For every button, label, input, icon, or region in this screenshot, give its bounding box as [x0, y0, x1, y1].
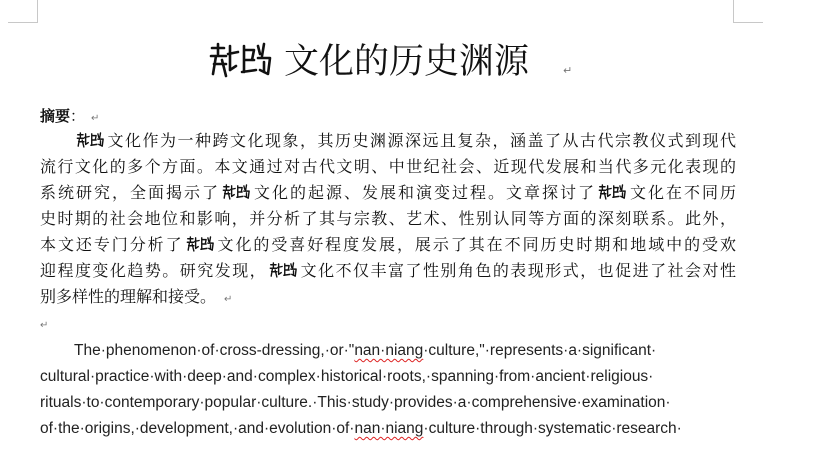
spelling-error-text: nan·niang: [354, 342, 424, 359]
zh-text-line[interactable]: 史时期的社会地位和影响，并分析了其与宗教、艺术、性别认同等方面的深刻联系。此外，: [40, 209, 736, 228]
en-text-line[interactable]: rituals·to·contemporary·popular·culture.·This·study·provides·a·comprehensive·examination·: [40, 394, 671, 411]
title-text: 文化的历史渊源: [284, 42, 530, 82]
paragraph-mark-icon: ↵: [563, 64, 573, 77]
abstract-heading[interactable]: [40, 106, 99, 129]
left-margin-crop-mark: [8, 0, 38, 23]
abstract-colon: ：: [70, 107, 86, 125]
zh-text-line[interactable]: 文化作为一种跨文化现象，其历史渊源深远且复杂，涵盖了从古代宗教仪式到现代: [40, 128, 736, 154]
en-text-line[interactable]: of·the·origins,·development,·and·evolution·of·nan·niang·culture·through·systematic·research·: [40, 420, 682, 437]
empty-paragraph-mark-icon: ↵: [40, 320, 49, 331]
zh-text-line[interactable]: 流行文化的多个方面。本文通过对古代文明、中世纪社会、近现代发展和当代多元化表现的: [40, 157, 736, 176]
zh-text-line[interactable]: 迎程度变化趋势。研究发现， 文化不仅丰富了性别角色的表现形式，也促进了社会对性: [40, 258, 736, 284]
spelling-error-text: nan·niang: [354, 420, 424, 437]
document-title[interactable]: [208, 38, 628, 86]
en-text-line[interactable]: The·phenomenon·of·cross-dressing,·or·"nan·niang·culture,"·represents·a·significant·: [74, 342, 657, 359]
en-text-line[interactable]: cultural·practice·with·deep·and·complex·historical·roots,·spanning·from·ancient·religious·: [40, 368, 654, 385]
paragraph-mark-icon: ↵: [224, 294, 233, 305]
zh-text-line[interactable]: 本文还专门分析了 文化的受喜好程度发展，展示了其在不同历史时期和地域中的受欢: [40, 232, 736, 258]
zh-text-line[interactable]: 别多样性的理解和接受。 ↵: [40, 287, 233, 306]
paragraph-mark-icon: ↵: [91, 113, 100, 124]
zh-text-line[interactable]: 系统研究，全面揭示了 文化的起源、发展和演变过程。文章探讨了 文化在不同历: [40, 180, 736, 206]
abstract-label: 摘要: [40, 107, 71, 125]
custom-glyph-word-icon: [208, 40, 272, 80]
right-margin-crop-mark: [733, 0, 763, 23]
